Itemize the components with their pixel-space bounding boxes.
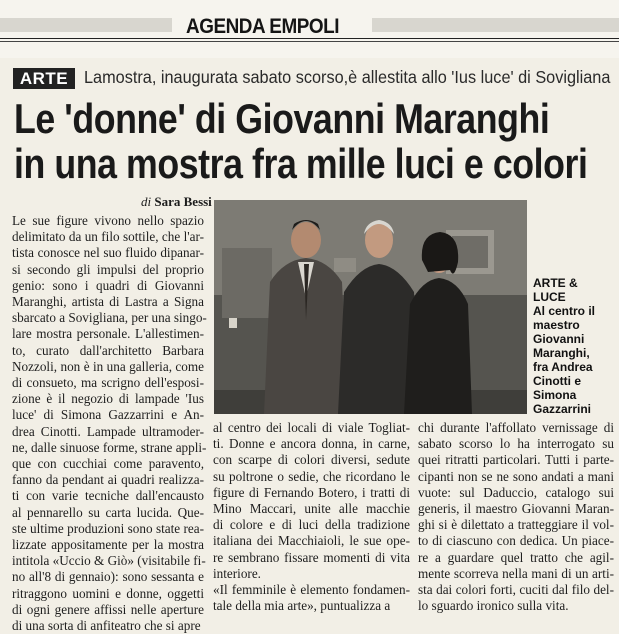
body-text-line: no all'8 di gennaio): sono sessanta e	[12, 569, 204, 585]
category-badge: ARTE	[13, 68, 75, 89]
caption-line-7: Simona	[533, 388, 577, 402]
body-text-line: delimitato da un filo sottile, che l'ar-	[12, 229, 204, 245]
body-text-line: quei ritratti particolari. Tutti i parte-	[418, 452, 614, 468]
body-text-line: ti con varie tecniche dall'encausto	[12, 488, 204, 504]
body-text-line: mente scorreva nella mani di un arti-	[418, 565, 614, 581]
body-text-line: fanno da pendant ai quadri realizza-	[12, 472, 204, 488]
body-text-line: italiana dei Macchiaioli, le sue ope-	[213, 533, 410, 549]
body-text-line: ste ultime produzioni sono state rea-	[12, 520, 204, 536]
body-text-line: si secondo gli impulsi del proprio	[12, 261, 204, 277]
body-text-line: lo sguardo ironico sulla vita.	[418, 598, 569, 614]
body-text-line: zione è il negozio di lampade 'Ius	[12, 391, 204, 407]
caption-line-8: Gazzarrini	[533, 402, 592, 416]
caption-line-6: Cinotti e	[533, 374, 581, 388]
body-text-line: vuote: sul Daduccio, catalogo sui	[418, 484, 614, 500]
body-text-line: di ogni genere affissi nelle aperture	[12, 601, 204, 617]
body-text-line: sta dai colori forti, cuciti dal filo del-	[418, 582, 614, 598]
body-text-line: re sembrano fissare momenti di vita	[213, 549, 410, 565]
byline-author: Sara Bessi	[154, 194, 212, 209]
body-text-line: intitola «Uccio & Giò» (visitabile fi-	[12, 553, 206, 569]
body-text-line: sabato scorso lo ha interrogato su	[418, 436, 614, 452]
body-column-3	[418, 420, 614, 614]
body-text-line: figure di Fernando Botero, i tratti di	[213, 484, 410, 500]
article-kicker: Lamostra, inaugurata sabato scorso,è allestita allo 'Ius luce' di Sovigliana	[84, 67, 611, 87]
body-text-line: re a guardare quel tratto che agil-	[418, 549, 614, 565]
body-text-line: Mino Maccari, unite alle macchie	[213, 501, 410, 517]
headline-line-2: in una mostra fra mille luci e colori	[14, 140, 588, 187]
body-text-line: ritraggono uomini e donne, oggetti	[12, 585, 204, 601]
body-text-line: chi durante l'affollato vernissage di	[418, 420, 614, 435]
body-text-line: cipanti non se ne sono andati a mani	[418, 468, 614, 484]
body-text-line: di colore e di luci della tradizione	[213, 517, 410, 533]
caption-line-5: fra Andrea	[533, 360, 593, 374]
photo-illustration	[214, 200, 527, 414]
caption-title-2: LUCE	[533, 290, 566, 304]
body-text-line: luce' di Simona Gazzarrini e An-	[12, 407, 204, 423]
byline-prefix: di	[141, 194, 152, 209]
body-text-line: sbarcato a Sovigliana, per una singo-	[12, 310, 207, 326]
header-decoration-right	[372, 18, 619, 32]
body-text-line: di una sorta di anfiteatro che si apre	[12, 618, 201, 634]
body-text-line: lare mostra personale. L'allestimen-	[12, 326, 204, 342]
body-text-line: al centro dei locali di viale Togliat-	[213, 420, 410, 435]
body-text-line: generis, il maestro Giovanni Maran-	[418, 501, 614, 517]
body-text-line: con scarpe di colori diversi, sedute	[213, 452, 410, 468]
body-column-2	[213, 420, 410, 614]
caption-line-4: Maranghi,	[533, 346, 590, 360]
body-text-line: Nozzoli, non è in una galleria, come	[12, 358, 204, 374]
body-text-line: que con cucchiai come paravento,	[12, 456, 204, 472]
body-column-1	[12, 213, 207, 634]
body-text-line: drea Cinotti. Lampade ultramoder-	[12, 423, 204, 439]
body-text-line: to, curato dall'architetto Barbara	[12, 342, 204, 358]
header-rule-secondary	[0, 41, 619, 42]
caption-title-1: ARTE &	[533, 276, 578, 290]
body-text-line: su poltrone o sedie, che ricordano le	[213, 468, 410, 484]
body-text-line: ti. Donne e ancora donna, in carne,	[213, 436, 410, 452]
section-title: AGENDA EMPOLI	[186, 15, 340, 38]
body-text-line: «Il femminile è elemento fondamen-	[213, 582, 410, 598]
body-text-line: interiore.	[213, 565, 261, 581]
body-text-line: genio: sono i quadri di Giovanni	[12, 277, 204, 293]
article-photo	[214, 200, 527, 414]
body-text-line: tale della mia arte», puntualizza a	[213, 598, 391, 614]
headline-line-1: Le 'donne' di Giovanni Maranghi	[14, 95, 550, 142]
photo-caption	[533, 276, 619, 416]
byline	[141, 194, 212, 210]
body-text-line: al pennarello su carta lucida. Que-	[12, 504, 204, 520]
body-text-line: ghi si è dilettato a tratteggiare il vol-	[418, 517, 614, 533]
body-text-line: ne, dalle sinuose forme, strane appli-	[12, 439, 207, 455]
body-text-line: to di ciascuno con dedica. Un piace-	[418, 533, 614, 549]
body-text-line: di consueto, ma scrigno dell'esposi-	[12, 375, 204, 391]
caption-line-2: maestro	[533, 318, 580, 332]
body-text-line: Le sue figure vivono nello spazio	[12, 213, 204, 228]
caption-line-1: Al centro il	[533, 304, 596, 318]
caption-line-3: Giovanni	[533, 332, 585, 346]
body-text-line: lizzate appositamente per la mostra	[12, 537, 204, 553]
body-text-line: tista conosce nel suo fluido dipanar-	[12, 245, 204, 261]
body-text-line: Maranghi, artista di Lastra a Signa	[12, 294, 204, 310]
header-decoration-left	[0, 18, 172, 32]
